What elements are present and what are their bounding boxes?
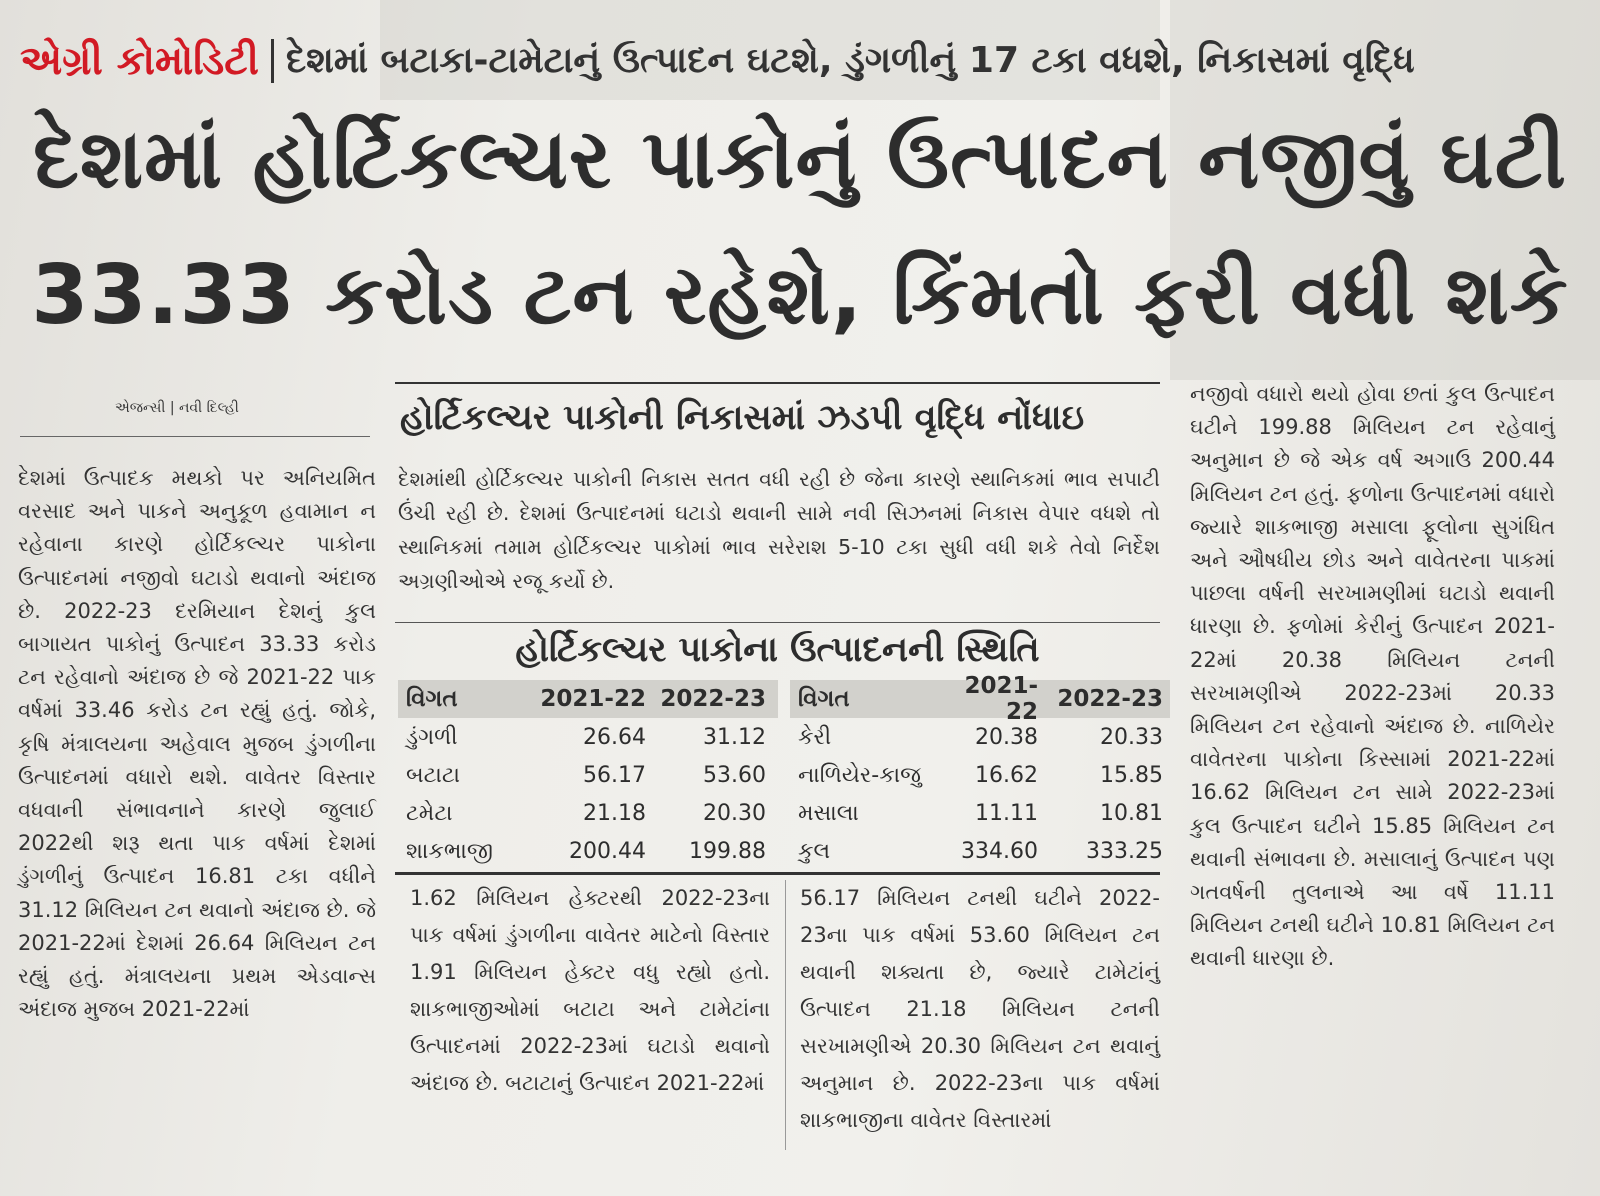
table-cell: મસાલા: [798, 800, 859, 826]
table-cell: 15.85: [1100, 762, 1163, 788]
category-label: એગ્રી કોમોડિટી: [20, 38, 259, 84]
table-cell: 53.60: [703, 762, 766, 788]
table-header-cell: 2022-23: [1057, 686, 1163, 712]
table-cell: 333.25: [1086, 838, 1163, 864]
table-cell: 21.18: [583, 800, 646, 826]
table-row: [398, 794, 778, 832]
export-subheadline: હોર્ટિકલ્ચર પાકોની નિકાસમાં ઝડપી વૃદ્ધિ નોંધાઇ: [400, 398, 1085, 438]
table-cell: 10.81: [1100, 800, 1163, 826]
table-header-row: [790, 673, 1170, 725]
divider: [395, 382, 1160, 384]
table-header-cell: વિગત: [406, 686, 458, 712]
column-divider: [785, 880, 786, 1150]
table-cell: 11.11: [975, 800, 1038, 826]
article-topline: [20, 28, 1580, 94]
production-table-right: [790, 673, 1170, 870]
export-paragraph: દેશમાંથી હોર્ટિકલ્ચર પાકોની નિકાસ સતત વધી રહી છે જેના કારણે સ્થાનિકમાં ભાવ સપાટી ઉંચી રહી છે. દેશમાં ઉત્પાદનમાં ઘટાડો થવાની સામે નવી સિઝનમાં નિકાસ વેપાર વધશે તો સ્થાનિકમાં તમામ હોર્ટિકલ્ચર પાકોમાં ભાવ સરેરાશ 5-10 ટકા સુધી વધી શકે તેવો નિર્દેશ અગ્રણીઓએ રજૂ કર્યો છે.: [398, 467, 1160, 593]
divider: [395, 622, 1160, 623]
table-cell: 26.64: [583, 724, 646, 750]
table-row: [398, 832, 778, 870]
table-header-cell: 2022-23: [660, 686, 766, 712]
article-column-1: દેશમાં ઉત્પાદક મથકો પર અનિયમિત વરસાદ અને પાકને અનુકૂળ હવામાન ન રહેવાના કારણે હોર્ટિકલ્ચર પાકોના ઉત્પાદનમાં નજીવો ઘટાડો થવાનો અંદાજ છે. 2022-23 દરમિયાન દેશનું કુલ બાગાયત પાકોનું ઉત્પાદન 33.33 કરોડ ટન રહેવાનો અંદાજ છે જે 2021-22 પાક વર્ષમાં 33.46 કરોડ ટન રહ્યું હતું. જોકે, કૃષિ મંત્રાલયના અહેવાલ મુજબ ડુંગળીના ઉત્પાદનમાં વધારો થશે. વાવેતર વિસ્તાર વધવાની સંભાવનાને કારણે જુલાઈ 2022થી શરૂ થતા પાક વર્ષમાં દેશમાં ડુંગળીનું ઉત્પાદન 16.81 ટકા વધીને 31.12 મિલિયન ટન થવાનો અંદાજ છે. જે 2021-22માં દેશમાં 26.64 મિલિયન ટન રહ્યું હતું. મંત્રાલયના પ્રથમ એડવાન્સ અંદાજ મુજબ 2021-22માં: [18, 466, 376, 1022]
headline-line-2: 33.33 કરોડ ટન રહેશે, કિંમતો ફરી વધી શકે: [31, 248, 1569, 343]
table-cell: 20.38: [975, 724, 1038, 750]
divider: [395, 872, 1160, 875]
table-row: [398, 756, 778, 794]
article-column-4: નજીવો વધારો થયો હોવા છતાં કુલ ઉત્પાદન ઘટીને 199.88 મિલિયન ટન રહેવાનું અનુમાન છે જે એક વર્ષ અગાઉ 200.44 મિલિયન ટન હતું. ફળોના ઉત્પાદનમાં વધારો જ્યારે શાકભાજી મસાલા ફૂલોના સુગંધિત અને ઔષધીય છોડ અને વાવેતરના પાકમાં પાછલા વર્ષની સરખામણીમાં ઘટાડો થવાની ધારણા છે. ફળોમાં કેરીનું ઉત્પાદન 2021-22માં 20.38 મિલિયન ટનની સરખામણીએ 2022-23માં 20.33 મિલિયન ટન રહેવાનો અંદાજ છે. નાળિયેર વાવેતરના પાકોના કિસ્સામાં 2021-22માં 16.62 મિલિયન ટન સામે 2022-23માં કુલ ઉત્પાદન ઘટીને 15.85 મિલિયન ટન થવાની સંભાવના છે. મસાલાનું ઉત્પાદન પણ ગતવર્ષની તુલનાએ આ વર્ષે 11.11 મિલિયન ટનથી ઘટીને 10.81 મિલિયન ટન થવાની ધારણા છે.: [1190, 382, 1556, 971]
divider: [271, 39, 274, 83]
kicker-headline: દેશમાં બટાકા-ટામેટાનું ઉત્પાદન ઘટશે, ડુંગળીનું 17 ટકા વધશે, નિકાસમાં વૃદ્ધિ: [285, 40, 1415, 81]
article-column-2: 1.62 મિલિયન હેક્ટરથી 2022-23ના પાક વર્ષમાં ડુંગળીના વાવેતર માટેનો વિસ્તાર 1.91 મિલિયન હેક્ટર વધુ રહ્યો હતો. શાકભાજીઓમાં બટાટા અને ટામેટાંના ઉત્પાદનમાં 2022-23માં ઘટાડો થવાનો અંદાજ છે. બટાટાનું ઉત્પાદન 2021-22માં: [410, 886, 770, 1095]
table-cell: 56.17: [583, 762, 646, 788]
table-header-cell: 2021-22: [964, 673, 1038, 725]
table-cell: 20.33: [1100, 724, 1163, 750]
table-cell: 334.60: [961, 838, 1038, 864]
table-cell: બટાટા: [406, 762, 461, 788]
table-header-cell: વિગત: [798, 686, 850, 712]
production-table-left: [398, 680, 778, 870]
table-cell: કેરી: [798, 724, 832, 750]
table-title: હોર્ટિકલ્ચર પાકોના ઉત્પાદનની સ્થિતિ: [515, 630, 1040, 670]
table-header-row: [398, 680, 778, 718]
table-cell: શાકભાજી: [406, 838, 493, 864]
table-row: [790, 832, 1170, 870]
table-cell: નાળિયેર-કાજુ: [798, 762, 921, 788]
table-cell: 16.62: [975, 762, 1038, 788]
table-cell: 199.88: [689, 838, 766, 864]
table-cell: 20.30: [703, 800, 766, 826]
table-header-cell: 2021-22: [540, 686, 646, 712]
table-row: [790, 718, 1170, 756]
headline-line-1: દેશમાં હોર્ટિકલ્ચર પાકોનું ઉત્પાદન નજીવું ઘટી: [33, 112, 1567, 207]
table-row: [790, 756, 1170, 794]
byline: એજન્સી | નવી દિલ્હી: [115, 400, 239, 416]
table-row: [790, 794, 1170, 832]
article-column-3: 56.17 મિલિયન ટનથી ઘટીને 2022-23ના પાક વર્ષમાં 53.60 મિલિયન ટન થવાની શક્યતા છે, જ્યારે ટામેટાંનું ઉત્પાદન 21.18 મિલિયન ટનની સરખામણીએ 20.30 મિલિયન ટન થવાનું અનુમાન છે. 2022-23ના પાક વર્ષમાં શાકભાજીના વાવેતર વિસ્તારમાં: [800, 886, 1160, 1132]
table-cell: ટમેટા: [406, 800, 453, 826]
table-cell: 200.44: [569, 838, 646, 864]
table-cell: કુલ: [798, 838, 831, 864]
table-row: [398, 718, 778, 756]
divider: [20, 436, 370, 437]
table-cell: 31.12: [703, 724, 766, 750]
table-cell: ડુંગળી: [406, 724, 458, 750]
